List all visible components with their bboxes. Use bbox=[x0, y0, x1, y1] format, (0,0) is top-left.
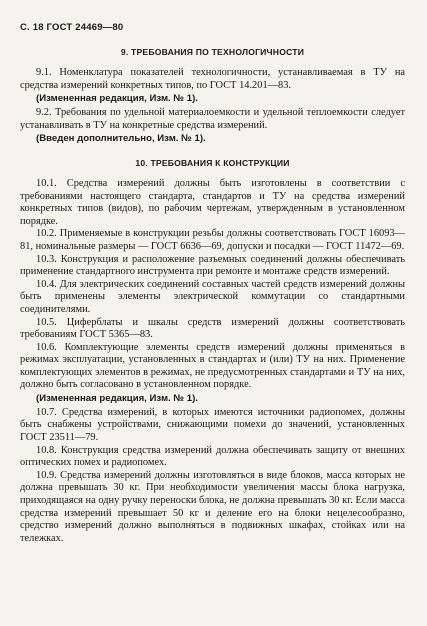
amendment-note: (Измененная редакция, Изм. № 1). bbox=[36, 393, 198, 405]
paragraph-9-1: 9.1. Номенклатура показателей технологичности, устанавливаемая в ТУ на средства измерений конкретных типов, по ГОСТ 14.201—83. bbox=[20, 67, 405, 91]
paragraph-10-3: 10.3. Конструкция и расположение разъемных соединений должны обеспечивать применение стандартного инструмента при ремонте и монтаже средств измерений. bbox=[20, 253, 405, 278]
paragraph-10-8: 10.8. Конструкция средства измерений должна обеспечивать защиту от внешних оптических помех и радиопомех. bbox=[20, 444, 405, 469]
paragraph-10-5: 10.5. Циферблаты и шкалы средств измерений должны соответствовать требованиям ГОСТ 5365—83. bbox=[20, 316, 405, 341]
amendment-note: (Измененная редакция, Изм. № 1). bbox=[36, 93, 198, 105]
paragraph-9-2: 9.2. Требования по удельной материалоемкости и удельной теплоемкости следует устанавливать в ТУ на конкретные средства измерений. bbox=[20, 106, 405, 131]
section-9-title: 9. ТРЕБОВАНИЯ ПО ТЕХНОЛОГИЧНОСТИ bbox=[120, 47, 305, 57]
paragraph-10-9: 10.9. Средства измерений должны изготовляться в виде блоков, масса которых не должна превышать 30 кг. При необходимости увеличения массы блока нагрузка, приходящаяся на одну ручку переноски блока, не должна превышать 30 кг. Если масса средства измерений превышает 50 кг и деление его на блоки нецелесообразно, средство измерений должно выполняться в подвижных шкафах, стойках или на тележках. bbox=[20, 469, 405, 544]
paragraph-10-1: 10.1. Средства измерений должны быть изготовлены в соответствии с требованиями настоящего стандарта, стандартов и ТУ на средства измерений конкретных типов (видов), по рабочим чертежам, утвержденным в установленном порядке. bbox=[20, 177, 405, 227]
paragraph-10-6: 10.6. Комплектующие элементы средств измерений должны применяться в режимах эксплуатации, установленных в стандартах и (или) ТУ на них. Применение комплектующих элементов в режимах, не предусмотренных стандартами и ТУ на них, должно быть согласовано в установленном порядке. bbox=[20, 341, 405, 391]
paragraph-10-7: 10.7. Средства измерений, в которых имеются источники радиопомех, должны быть снабжены устройствами, снижающими помехи до значений, установленных ГОСТ 23511—79. bbox=[20, 406, 405, 444]
paragraph-10-2: 10.2. Применяемые в конструкции резьбы должны соответствовать ГОСТ 16093—81, номинальные размеры — ГОСТ 6636—69, допуски и посадки — ГОСТ 11472—69. bbox=[20, 228, 405, 252]
paragraph-10-4: 10.4. Для электрических соединений составных частей средств измерений должны быть применены элементы электрической коммутации со стандартными соединителями. bbox=[20, 278, 405, 315]
amendment-note: (Введен дополнительно, Изм. № 1). bbox=[36, 133, 206, 145]
page-header: С. 18 ГОСТ 24469—80 bbox=[20, 22, 124, 33]
section-10-title: 10. ТРЕБОВАНИЯ К КОНСТРУКЦИИ bbox=[135, 157, 290, 168]
